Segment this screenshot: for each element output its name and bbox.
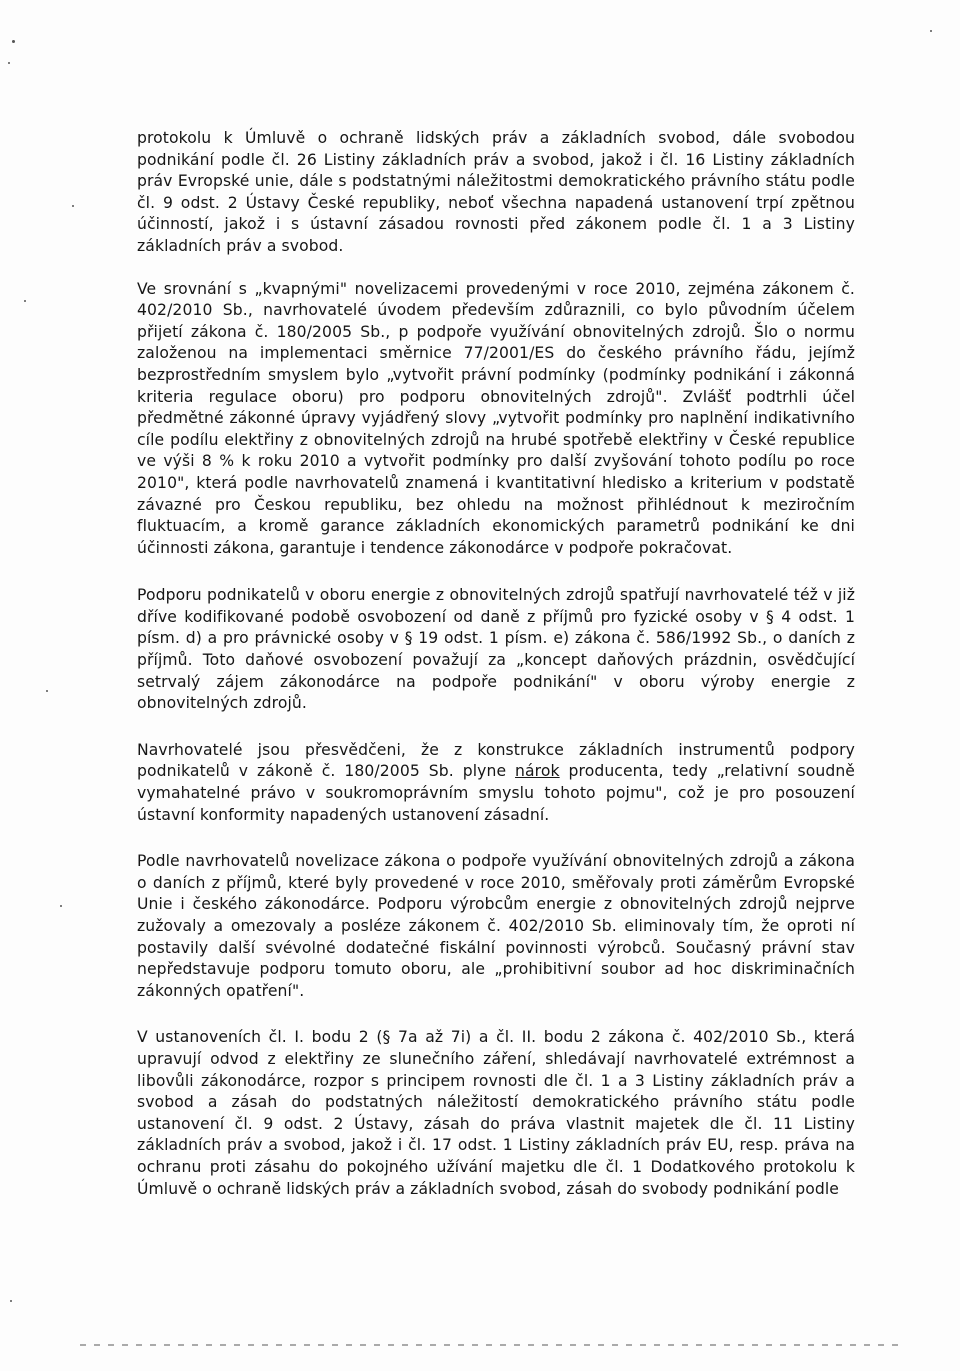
paragraph-text: Navrhovatelé jsou přesvědčeni, že z konstrukce základních instrumentů podpory podnikatelů v zákoně č. 180/2005 Sb. plyne [137,740,855,781]
paragraph-6 [137,1027,855,1200]
scan-speck [930,30,932,32]
paragraph-5 [137,851,855,1002]
scan-speck [8,62,10,64]
scan-speck [12,40,15,43]
paragraph-text: Ve srovnání s „kvapnými" novelizacemi provedenými v roce 2010, zejména zákonem č. 402/2010 Sb., navrhovatelé úvodem především zdůraznili, co bylo původním účelem přijetí zákona č. 180/2005 Sb., p podpoře využívání obnovitelných zdrojů. Šlo o normu založenou na implementaci směrnice 77/2001/ES do českého právního řádu, jejímž bezprostředním smyslem bylo „vytvořit právní podmínky (podmínky podnikání i zákonná kriteria regulace oboru) pro podporu obnovitelných zdrojů". Zvlášť podtrhli účel předmětné zákonné úpravy vyjádřený slovy „vytvořit podmínky pro naplnění indikativního cíle podílu elektřiny z obnovitelných zdrojů na hrubé spotřebě elektřiny v České republice ve výši 8 % k roku 2010 a vytvořit podmínky pro další zvyšování tohoto podílu po roce 2010", která podle navrhovatelů znamená i kvantitativní hledisko a kriterium v podstatě závazné pro Českou republiku, bez ohledu na možnost přihlédnout k meziročním fluktuacím, a kromě garance základních ekonomických parametrů podnikání ke dni účinnosti zákona, garantuje i tendence zákonodárce v podpoře pokračovat. [137,279,855,557]
document-body [137,128,855,1200]
paragraph-text: Podle navrhovatelů novelizace zákona o podpoře využívání obnovitelných zdrojů a zákona o daních z příjmů, které byly provedené v roce 2010, směřovaly proti záměrům Evropské Unie i českého zákonodárce. Podporu výrobcům energie z obnovitelných zdrojů nejprve zužovaly a omezovaly a posléze zákonem č. 402/2010 Sb. eliminovaly tím, že oproti ní postavily další svévolné dodatečné fiskální povinnosti výrobců. Současný právní stav nepředstavuje podporu tomuto oboru, ale „prohibitivní soubor ad hoc diskriminačních zákonných opatření". [137,852,855,1000]
scan-speck [72,205,74,207]
scan-speck [24,300,26,302]
paragraph-4 [137,740,855,826]
paragraph-3 [137,585,855,715]
scan-speck [10,1300,12,1302]
paragraph-text: Podporu podnikatelů v oboru energie z obnovitelných zdrojů spatřují navrhovatelé též v již dříve kodifikované podobě osvobození od daně z příjmů pro fyzické osoby v § 4 odst. 1 písm. d) a pro právnické osoby v § 19 odst. 1 písm. e) zákona č. 586/1992 Sb., o daních z příjmů. Toto daňové osvobození považují za „koncept daňových prázdnin, osvědčující setrvalý zájem zákonodárce na podpoře podnikání" v oboru výroby energie z obnovitelných zdrojů. [137,586,855,713]
scan-speck [60,905,62,907]
underlined-term: nárok [515,762,560,781]
paragraph-text: V ustanoveních čl. I. bodu 2 (§ 7a až 7i) a čl. II. bodu 2 zákona č. 402/2010 Sb., která upravují odvod z elektřiny ze slunečního záření, shledávají navrhovatelé extrémnost a libovůli zákonodárce, rozpor s principem rovnosti dle čl. 1 a 3 Listiny základních práv a svobod a zásah do podstatných náležitostí demokratického právního státu podle ustanovení čl. 9 odst. 2 Ústavy, zásah do práva vlastnit majetek dle čl. 11 Listiny základních práv a svobod, jakož i čl. 17 odst. 1 Listiny základních práv EU, resp. práva na ochranu proti zásahu do pokojného užívání majetku dle čl. 1 Dodatkového protokolu k Úmluvě o ochraně lidských práv a základních svobod, zásah do svobody podnikání podle [137,1028,855,1198]
scan-speck [46,690,48,692]
paragraph-text: producenta, tedy „relativní soudně vymahatelné právo v soukromoprávním smyslu tohoto pojmu", což je pro posouzení ústavní konformity napadených ustanovení zásadní. [137,762,855,824]
paragraph-2 [137,279,855,560]
paragraph-text: protokolu k Úmluvě o ochraně lidských práv a základních svobod, dále svobodou podnikání podle čl. 26 Listiny základních práv a svobod, jakož i čl. 16 Listiny základních práv Evropské unie, dále s podstatnými náležitostmi demokratického právního státu podle čl. 9 odst. 2 Ústavy České republiky, neboť všechna napadená ustanovení trpí zpětnou účinností, jakož i s ústavní zásadou rovnosti před zákonem podle čl. 1 a 3 Listiny základních práv a svobod. [137,129,855,255]
paragraph-1 [137,128,855,258]
scan-edge-line [80,1344,900,1346]
